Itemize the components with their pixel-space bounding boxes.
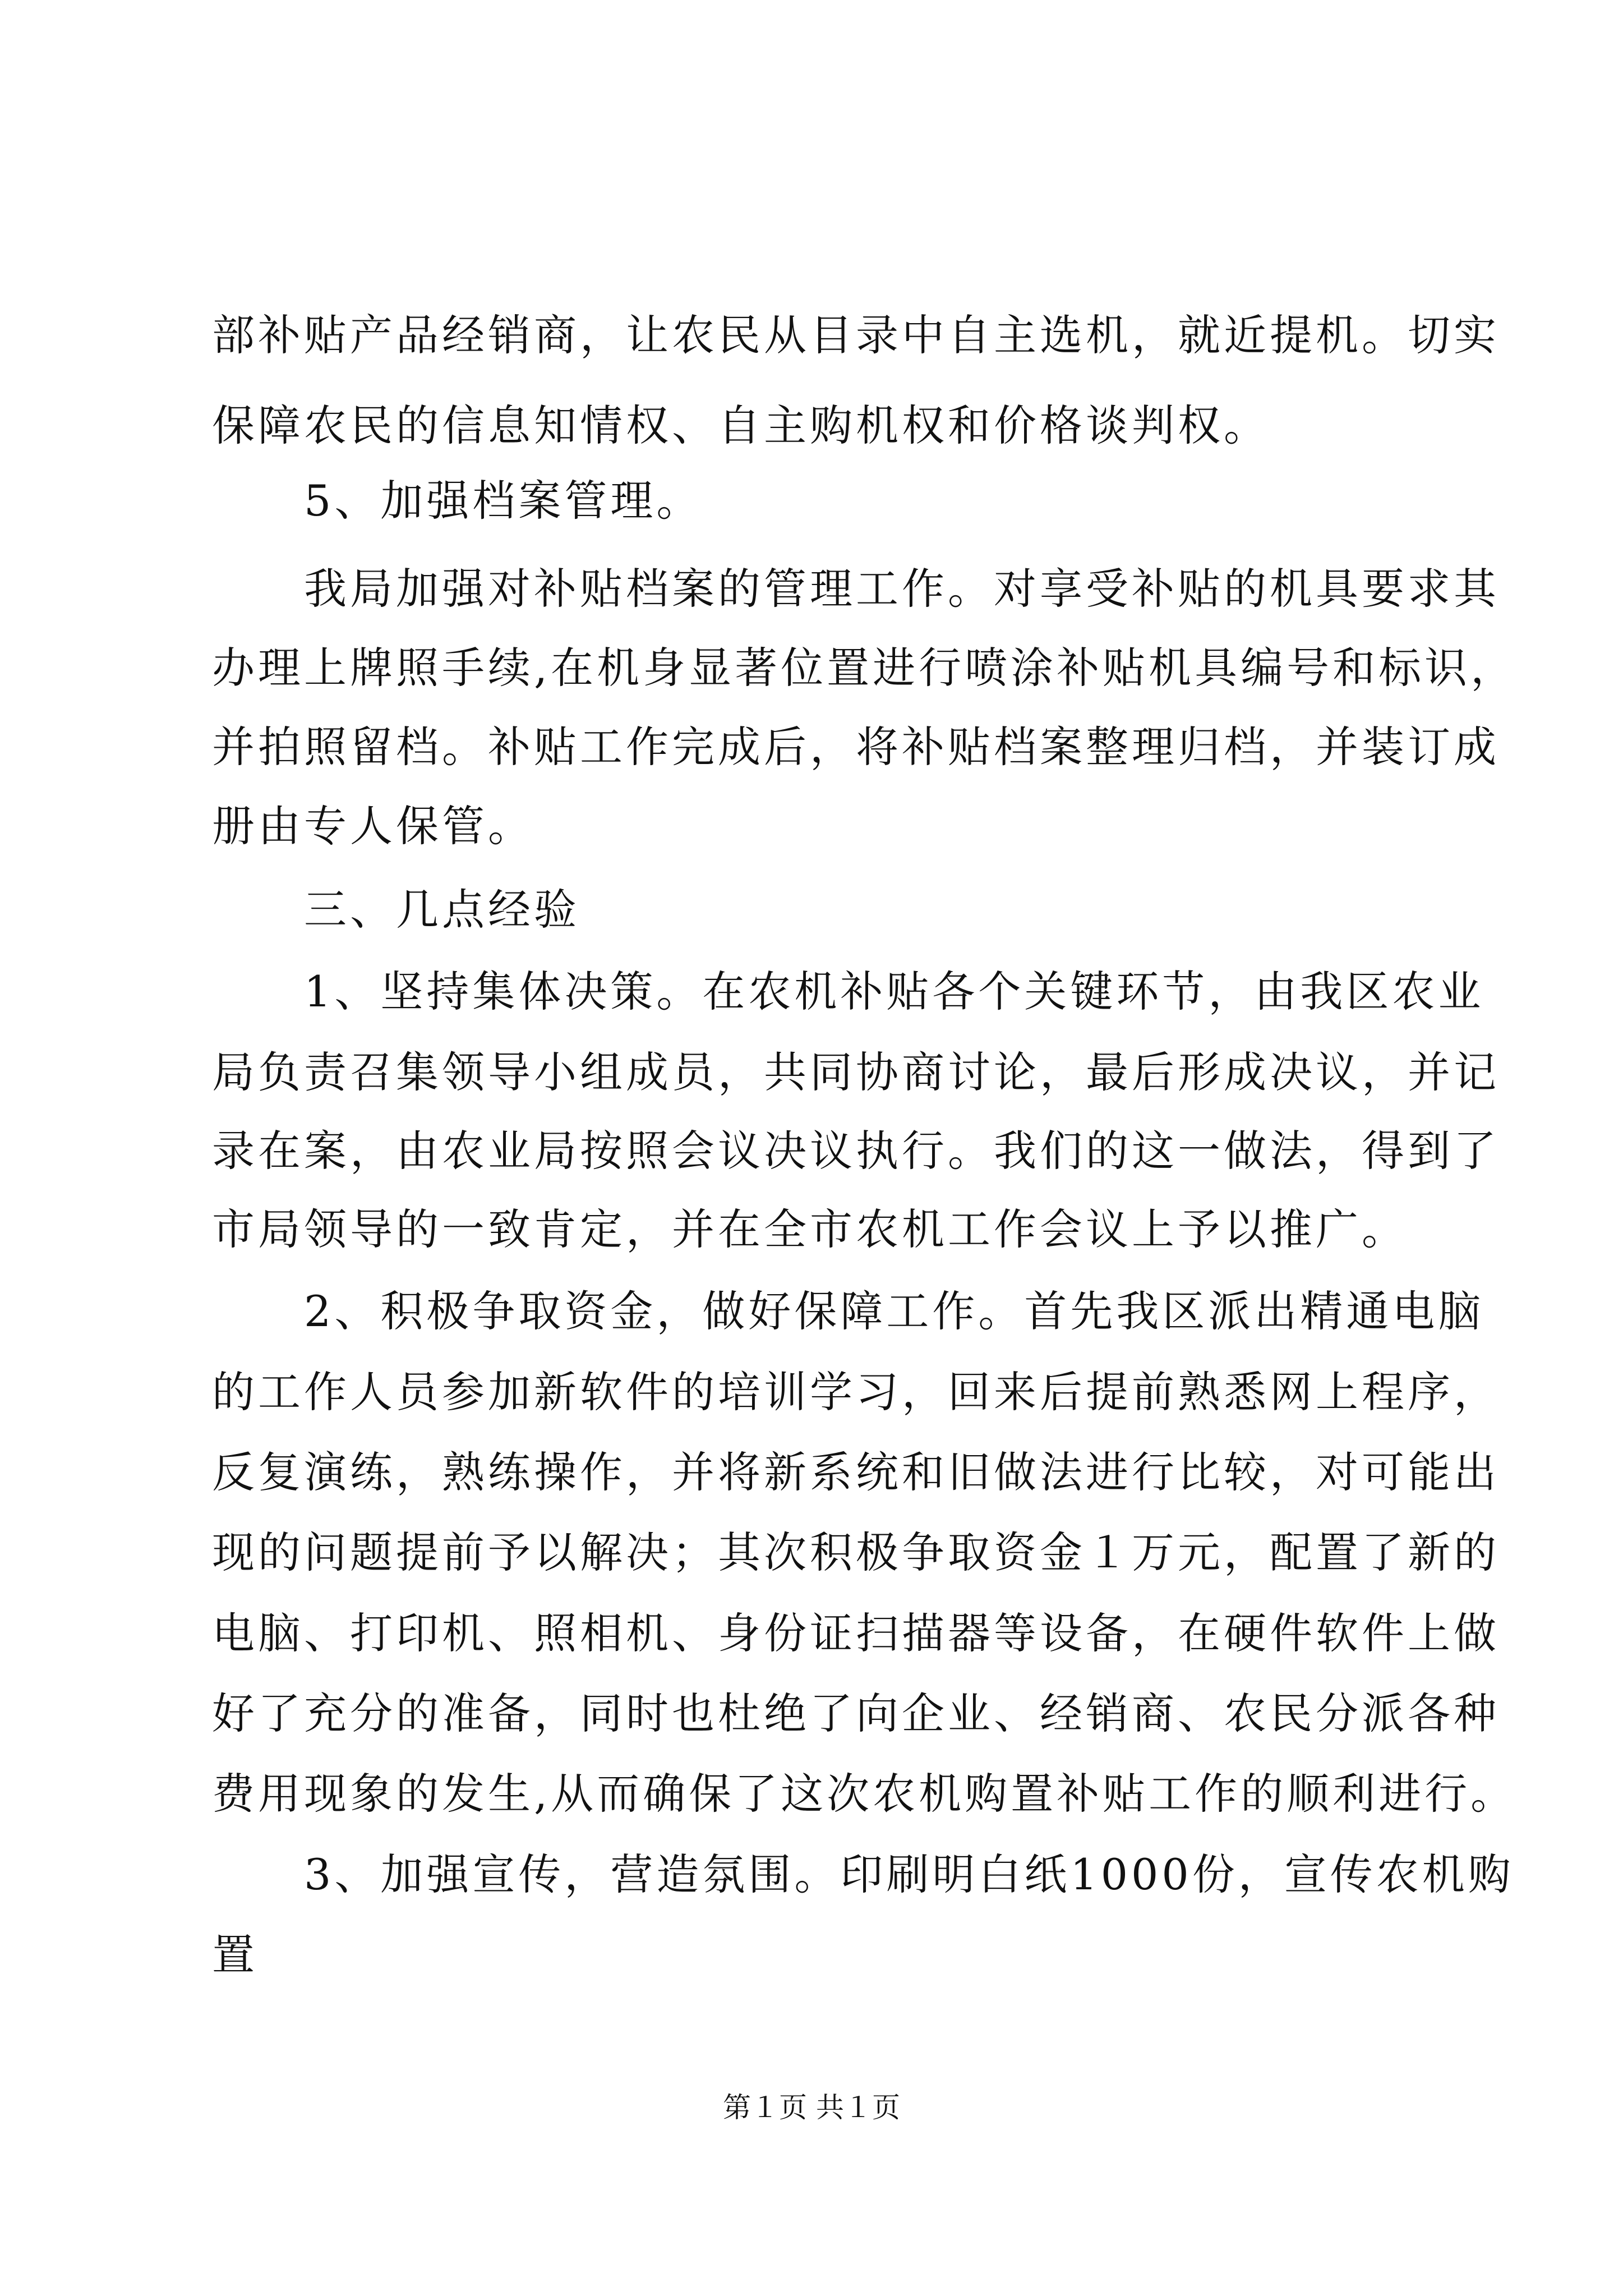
paragraph-line: 市局领导的一致肯定，并在全市农机工作会议上予以推广。 [212, 1204, 1408, 1254]
paragraph-line: 反复演练，熟练操作，并将新系统和旧做法进行比较，对可能出 [212, 1447, 1500, 1497]
paragraph-line: 录在案，由农业局按照会议决议执行。我们的这一做法，得到了 [212, 1126, 1500, 1176]
paragraph-line: 现的问题提前予以解决；其次积极争取资金１万元，配置了新的 [212, 1527, 1500, 1577]
paragraph-line: 局负责召集领导小组成员，共同协商讨论，最后形成决议，并记 [212, 1047, 1500, 1097]
paragraph-line: 保障农民的信息知情权、自主购机权和价格谈判权。 [212, 401, 1270, 450]
paragraph-line: 册由专人保管。 [212, 801, 534, 851]
paragraph-line: 电脑、打印机、照相机、身份证扫描器等设备，在硬件软件上做 [212, 1608, 1500, 1658]
paragraph-line: 并拍照留档。补贴工作完成后，将补贴档案整理归档，并装订成 [212, 722, 1500, 772]
paragraph-line: 部补贴产品经销商，让农民从目录中自主选机，就近提机。切实 [212, 310, 1500, 360]
paragraph-line: 1、坚持集体决策。在农机补贴各个关键环节，由我区农业 [304, 967, 1484, 1016]
paragraph-line: 置 [212, 1930, 258, 1980]
section-heading: 三、几点经验 [304, 885, 580, 935]
paragraph-line: 3、加强宣传，营造氛围。印刷明白纸1000份，宣传农机购 [304, 1849, 1514, 1899]
paragraph-line: 办理上牌照手续,在机身显著位置进行喷涂补贴机具编号和标识， [212, 643, 1517, 693]
paragraph-line: 费用现象的发生,从而确保了这次农机购置补贴工作的顺利进行。 [212, 1769, 1517, 1819]
paragraph-line: 的工作人员参加新软件的培训学习，回来后提前熟悉网上程序， [212, 1367, 1500, 1417]
paragraph-line: 好了充分的准备，同时也杜绝了向企业、经销商、农民分派各种 [212, 1688, 1500, 1738]
page-footer: 第１页 共１页 [723, 2091, 900, 2124]
section-heading: 5、加强档案管理。 [304, 476, 703, 526]
paragraph-line: 2、积极争取资金，做好保障工作。首先我区派出精通电脑 [304, 1286, 1484, 1336]
paragraph-line: 我局加强对补贴档案的管理工作。对享受补贴的机具要求其 [304, 564, 1500, 614]
